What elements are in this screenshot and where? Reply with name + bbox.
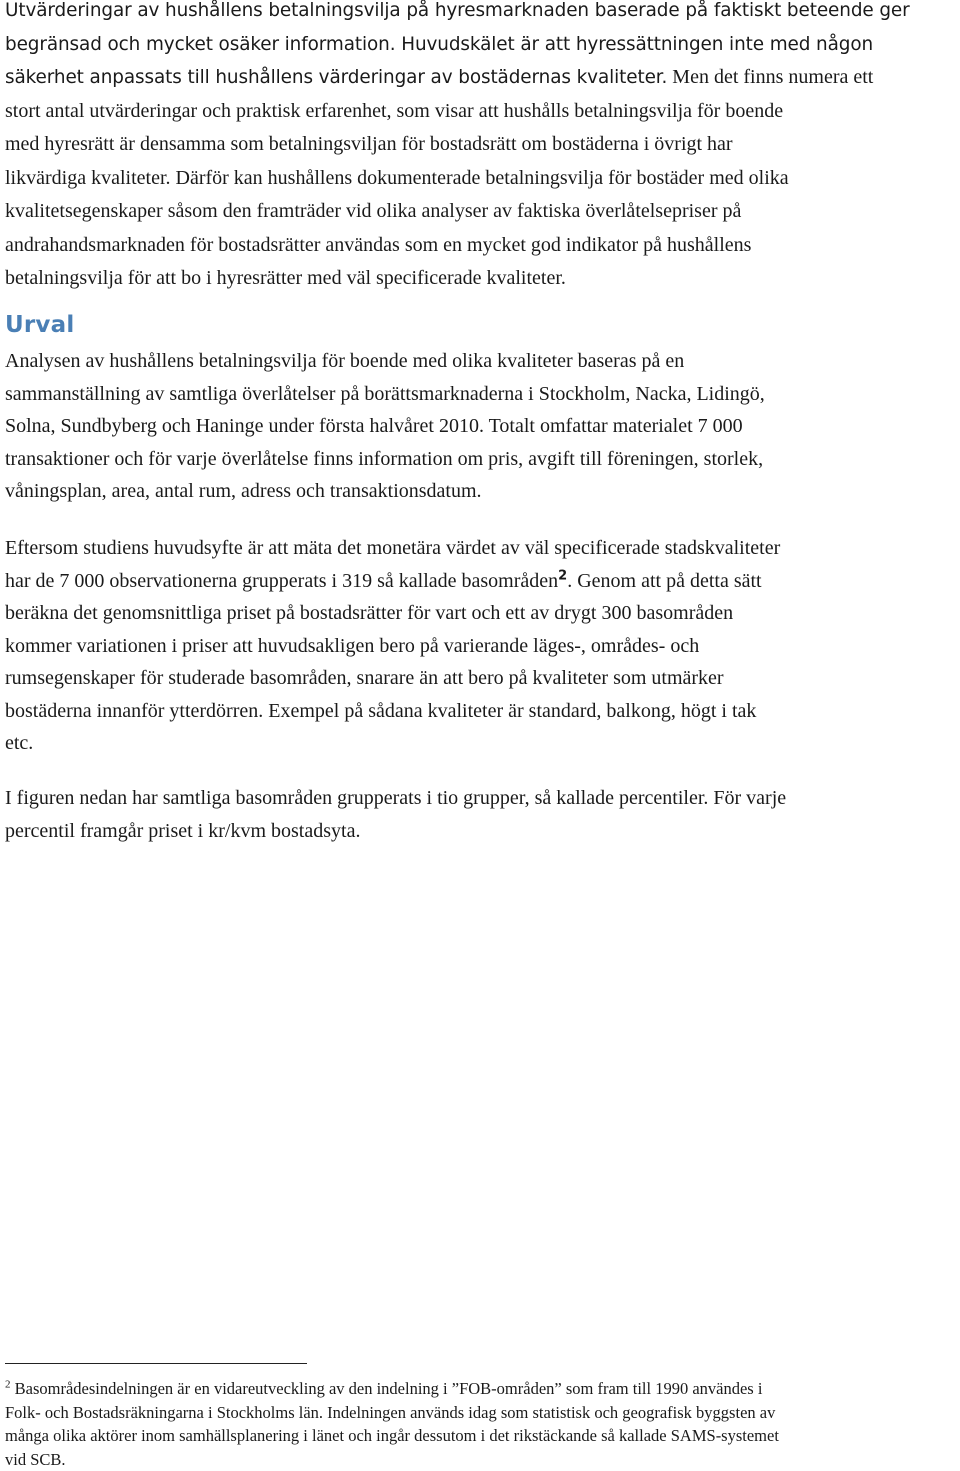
footnote-reference[interactable]: 2 [558,568,567,583]
eftersom-line: kommer variationen i priser att huvudsakligen bero på varierande läges-, områdes- och [5,630,950,663]
intro-line: betalningsvilja för att bo i hyresrätter med väl specificerade kvaliteter. [5,262,957,296]
analys-line: Solna, Sundbyberg och Haninge under första halvåret 2010. Totalt omfattar materialet 7 000 [5,410,950,443]
figur-line: I figuren nedan har samtliga basområden grupperats i tio grupper, så kallade percentiler. För varje [5,782,960,815]
intro-line: stort antal utvärderingar och praktisk erfarenhet, som visar att hushålls betalningsvilja för boende [5,95,957,129]
analys-paragraph [5,345,950,508]
intro-line: andrahandsmarknaden för bostadsrätter användas som en mycket god indikator på hushållens [5,229,957,263]
intro-line: kvalitetsegenskaper såsom den framträder vid olika analyser av faktiska överlåtelsepriser på [5,195,957,229]
footnote-divider [5,1363,307,1364]
intro-line: säkerhet anpassats till hushållens värderingar av bostädernas kvaliteter. Men det finns numera ett [5,61,957,95]
eftersom-line: beräkna det genomsnittliga priset på bostadsrätter för vart och ett av drygt 300 basområden [5,597,950,630]
footnote-line: många olika aktörer inom samhällsplanering i länet och ingår dessutom i det rikstäckande så kallade SAMS-systemet [5,1424,955,1448]
eftersom-line: har de 7 000 observationerna grupperats i 319 så kallade basområden$^2$. Genom att på detta sätt [5,565,950,598]
figur-paragraph [5,782,960,847]
analys-line: Analysen av hushållens betalningsvilja för boende med olika kvaliteter baseras på en [5,345,950,378]
eftersom-line: bostäderna innanför ytterdörren. Exempel på sådana kvaliteter är standard, balkong, högt i tak [5,695,950,728]
eftersom-paragraph [5,532,950,760]
footnote-line: vid SCB. [5,1448,955,1471]
intro-paragraph [5,0,957,296]
section-heading-urval: Urval [5,312,74,338]
footnote-line: $^2$ Basområdesindelningen är en vidareutveckling av den indelning i ”FOB-områden” som fram till 1990 användes i [5,1377,955,1401]
intro-line: med hyresrätt är densamma som betalningsviljan för bostadsrätt om bostäderna i övrigt har [5,128,957,162]
footnote [5,1377,955,1471]
intro-line: likvärdiga kvaliteter. Därför kan hushållens dokumenterade betalningsvilja för bostäder med olika [5,162,957,196]
analys-line: transaktioner och för varje överlåtelse finns information om pris, avgift till föreningen, storlek, [5,443,950,476]
analys-line: våningsplan, area, antal rum, adress och transaktionsdatum. [5,475,950,508]
eftersom-line: Eftersom studiens huvudsyfte är att mäta det monetära värdet av väl specificerade stadskvaliteter [5,532,950,565]
intro-line: Utvärderingar av hushållens betalningsvilja på hyresmarknaden baserade på faktiskt beteende ger [5,0,957,28]
eftersom-line: etc. [5,727,950,760]
analys-line: sammanställning av samtliga överlåtelser på borättsmarknaderna i Stockholm, Nacka, Lidingö, [5,378,950,411]
footnote-mark: 2 [5,1379,11,1391]
eftersom-line: rumsegenskaper för studerade basområden, snarare än att bero på kvaliteter som utmärker [5,662,950,695]
footnote-line: Folk- och Bostadsräkningarna i Stockholms län. Indelningen används idag som statistisk och geografisk byggsten av [5,1401,955,1425]
figur-line: percentil framgår priset i kr/kvm bostadsyta. [5,815,960,848]
intro-line: begränsad och mycket osäker information. Huvudskälet är att hyressättningen inte med någon [5,28,957,62]
